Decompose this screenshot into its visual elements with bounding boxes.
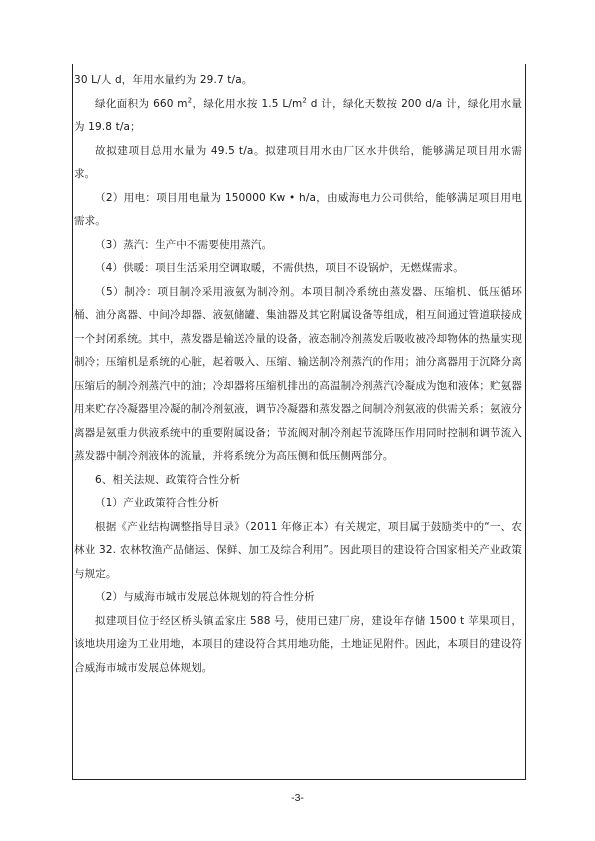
page-number: -3- <box>291 792 304 804</box>
paragraph <box>74 234 522 258</box>
superscript: 2 <box>302 96 308 104</box>
text-run: （5）制冷：项目制冷采用液氨为制冷剂。本项目制冷系统由蒸发器、压缩机、低压循环桶、油分离器、中间冷却器、液氨储罐、集油器及其它附属设备等组成，相互间通过管道联接成一个封闭系统。其中，蒸发器是输送冷量的设备，液态制冷剂蒸发后吸收被冷却物体的热量实现制冷；压缩机是系统的心脏，起着吸入、压缩、输送制冷剂蒸汽的作用；油分离器用于沉降分离压缩后的制冷剂蒸汽中的油；冷却器将压缩机排出的高温制冷剂蒸汽冷凝成为饱和液体；贮氨器用来贮存冷凝器里冷凝的制冷剂氨液，调节冷凝器和蒸发器之间制冷剂氨液的供需关系；氨液分离器是氨重力供液系统中的重要附属设备；节流阀对制冷剂起节流降压作用同时控制和调节流入蒸发器中制冷剂液体的流量，并将系统分为高压侧和低压侧两部分。 <box>74 285 522 462</box>
text-run: （2）用电：项目用电量为 150000 Kw • h/a，由威海电力公司供给，能够满足项目用电需求。 <box>74 191 522 227</box>
paragraph <box>74 187 522 234</box>
paragraph <box>74 69 522 93</box>
paragraph <box>74 140 522 187</box>
superscript: 2 <box>187 96 193 104</box>
text-run: 绿化面积为 660 m <box>95 97 188 110</box>
text-run: 根据《产业结构调整指导目录》（2011 年修正本）有关规定，项目属于鼓励类中的“一、农林业 32. 农林牧渔产品储运、保鲜、加工及综合利用”。因此项目的建设符合国家相关产业政策与规定。 <box>74 520 522 580</box>
paragraph <box>74 93 522 140</box>
paragraph <box>74 610 522 681</box>
document-body <box>74 69 522 680</box>
text-run: d 计，绿化天数按 200 d/a 计，绿化用水量为 19.8 t/a； <box>74 97 522 133</box>
text-run: 30 L/人 d，年用水量约为 29.7 t/a。 <box>74 74 253 86</box>
text-run: ，绿化用水按 1.5 L/m <box>192 97 303 110</box>
text-run: 6、相关法规、政策符合性分析 <box>95 473 241 486</box>
subsection-heading <box>74 586 522 610</box>
paragraph <box>74 257 522 281</box>
paragraph <box>74 516 522 587</box>
text-run: 拟建项目位于经区桥头镇孟家庄 588 号，使用已建厂房，建设年存储 1500 t 苹果项目，该地块用途为工业用地，本项目的建设符合其用地功能，土地证见附件。因此，本项目的建设符合威海市城市发展总体规划。 <box>74 614 522 674</box>
text-run: 故拟建项目总用水量为 49.5 t/a。拟建项目用水由厂区水井供给，能够满足项目用水需求。 <box>74 144 522 180</box>
section-heading <box>74 469 522 493</box>
text-run: （2）与威海市城市发展总体规划的符合性分析 <box>95 591 315 603</box>
text-run: （4）供暖：项目生活采用空调取暖，不需供热，项目不设锅炉，无燃煤需求。 <box>95 262 464 274</box>
paragraph <box>74 281 522 469</box>
subsection-heading <box>74 492 522 516</box>
text-run: （3）蒸汽：生产中不需要使用蒸汽。 <box>95 238 273 251</box>
text-run: （1）产业政策符合性分析 <box>95 497 219 509</box>
